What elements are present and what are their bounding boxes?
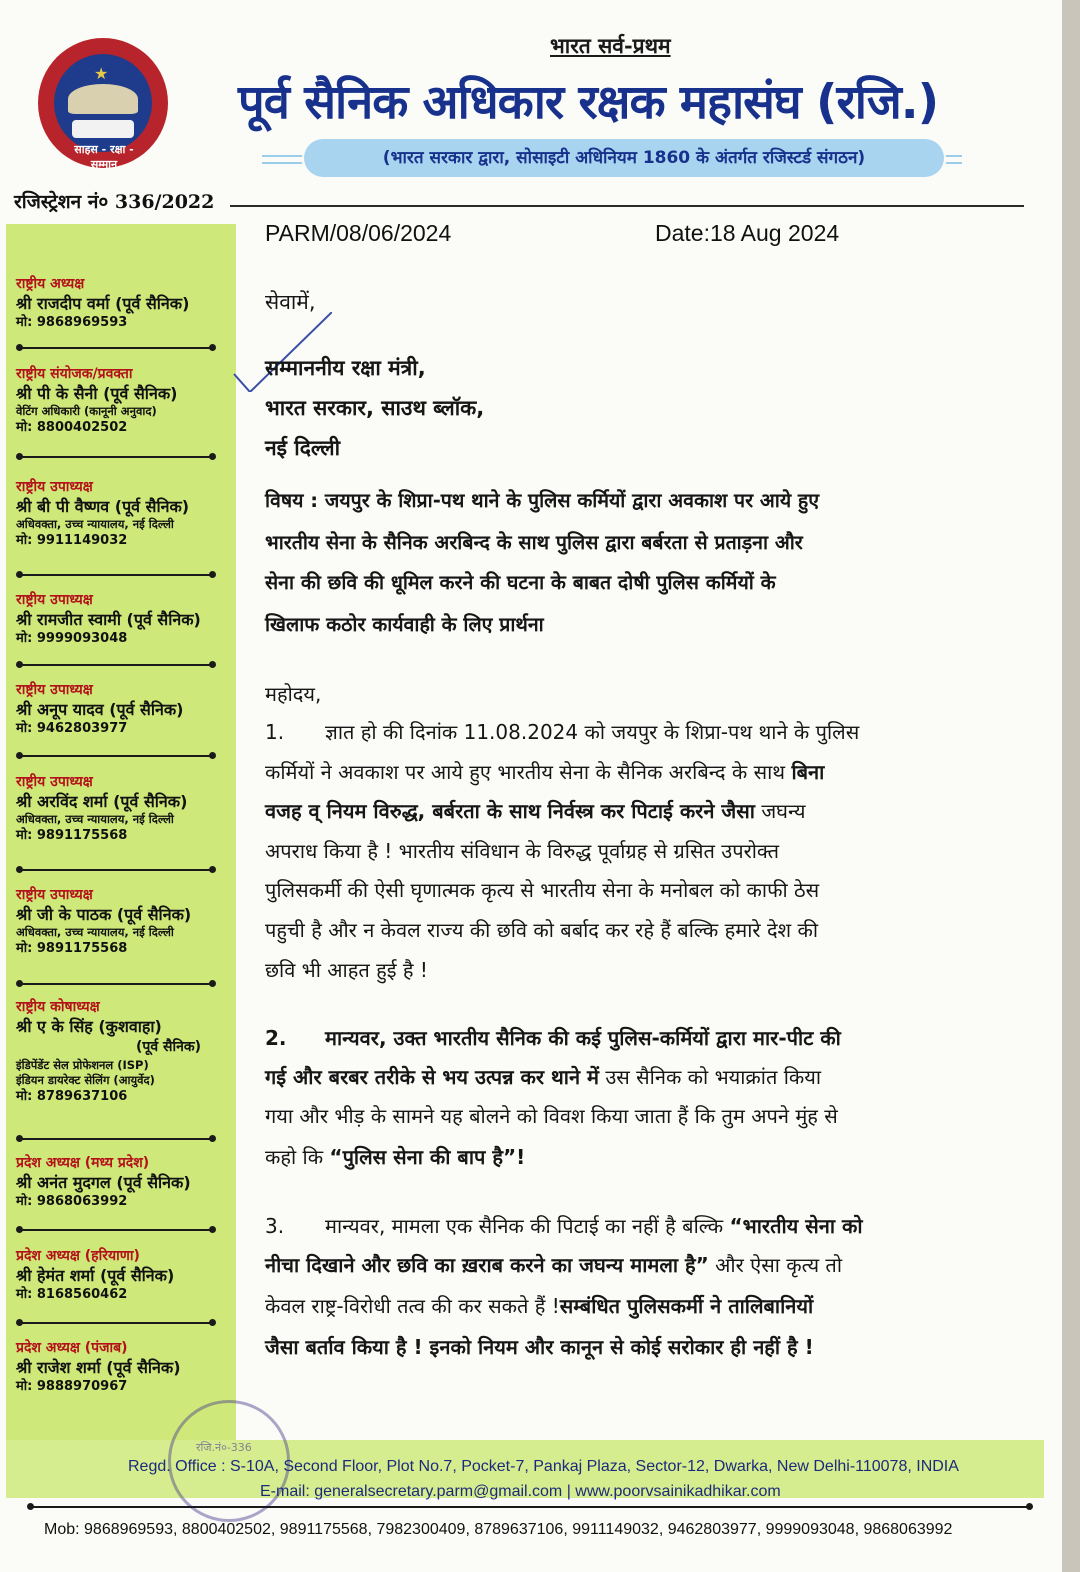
member-block <box>16 591 240 647</box>
member-block <box>16 773 240 844</box>
bold-span: “भारतीय सेना को <box>729 1214 863 1238</box>
address-line: सम्माननीय रक्षा मंत्री, <box>265 356 426 380</box>
text-span: जघन्य <box>754 799 806 823</box>
member-role: राष्ट्रीय संयोजक/प्रवक्ता <box>16 366 133 382</box>
member-block <box>16 681 240 737</box>
member-block <box>16 998 240 1105</box>
member-mobile: मो: 9891175568 <box>16 941 128 956</box>
paragraph-2-line <box>265 1143 525 1170</box>
text-span: कहो कि <box>265 1145 330 1169</box>
paragraph-2-line: गया और भीड़ के सामने यह बोलने को विवश किया जाता हैं कि तुम अपने मुंह से <box>265 1104 838 1128</box>
tagline: भारत सर्व-प्रथम <box>550 33 671 58</box>
member-block <box>16 1247 240 1303</box>
text-span: और ऐसा कृत्य तो <box>708 1253 842 1277</box>
member-name: श्री अनंत मुदगल (पूर्व सैनिक) <box>16 1173 191 1192</box>
member-role: राष्ट्रीय उपाध्यक्ष <box>16 592 93 608</box>
member-role: प्रदेश अध्यक्ष (मध्य प्रदेश) <box>16 1155 150 1171</box>
header-divider <box>230 205 1024 207</box>
bold-span: सम्बंधित पुलिसकर्मी ने तालिबानियों <box>559 1294 814 1318</box>
text-span: कर्मियों ने अवकाश पर आये हुए भारतीय सेना के सैनिक अरबिन्द के साथ <box>265 760 792 784</box>
sidebar-divider <box>18 456 214 458</box>
sidebar-divider <box>18 1322 214 1324</box>
paragraph-2-line <box>265 1063 821 1090</box>
star-icon: ★ <box>94 64 109 83</box>
bold-span: नीचा दिखाने और छवि का ख़राब करने का जघन्य मामला है” <box>265 1253 709 1277</box>
paragraph-number: 2. <box>265 1026 287 1050</box>
member-block <box>16 275 240 331</box>
member-mobile: मो: 9462803977 <box>16 721 128 736</box>
address-line: भारत सरकार, साउथ ब्लॉक, <box>265 396 485 420</box>
bold-span: वजह व् नियम विरुद्ध, बर्बरता के साथ निर्वस्त्र कर पिटाई करने जैसा <box>265 799 755 823</box>
member-role: राष्ट्रीय उपाध्यक्ष <box>16 479 93 495</box>
contact-line: E-mail: generalsecretary.parm@gmail.com | www.poorvsainikadhikar.com <box>260 1483 781 1500</box>
member-note: अधिवक्ता, उच्च न्यायालय, नई दिल्ली <box>16 517 174 531</box>
mobile-numbers: Mob: 9868969593, 8800402502, 9891175568, 7982300409, 8789637106, 9911149032, 9462803977, 9999093048, 9868063992 <box>44 1521 953 1538</box>
member-role: राष्ट्रीय कोषाध्यक्ष <box>16 999 100 1015</box>
paragraph-3-line: जैसा बर्ताव किया है ! इनको नियम और कानून से कोई सरोकार ही नहीं है ! <box>265 1335 814 1359</box>
paragraph-number: 3. <box>265 1214 285 1238</box>
member-mobile: मो: 8168560462 <box>16 1287 128 1302</box>
registered-office-address: Regd. Office : S-10A, Second Floor, Plot No.7, Pocket-7, Pankaj Plaza, Sector-12, Dwarka, New Delhi-110078, INDIA <box>128 1458 959 1475</box>
member-mobile: मो: 8800402502 <box>16 420 128 435</box>
subject-line: सेना की छवि की धूमिल करने की घटना के बाबत दोषी पुलिस कर्मियों के <box>265 571 776 594</box>
member-name: श्री राजदीप वर्मा (पूर्व सैनिक) <box>16 294 190 313</box>
sidebar-divider <box>18 574 214 576</box>
bold-span: गई और बरबर तरीके से भय उत्पन्न कर थाने में <box>265 1065 599 1089</box>
member-note: अधिवक्ता, उच्च न्यायालय, नई दिल्ली <box>16 812 174 826</box>
subject-line: खिलाफ कठोर कार्यवाही के लिए प्रार्थना <box>265 613 544 636</box>
greeting: महोदय, <box>265 682 322 706</box>
bold-span: मान्यवर, उक्त भारतीय सैनिक की कई पुलिस-कर्मियों द्वारा मार-पीट की <box>325 1026 841 1050</box>
sidebar-divider <box>18 347 214 349</box>
paragraph-1-line: पुलिसकर्मी की ऐसी घृणात्मक कृत्य से भारतीय सेना के मनोबल को काफी ठेस <box>265 878 820 902</box>
member-block <box>16 1339 240 1395</box>
member-name: श्री हेमंत शर्मा (पूर्व सैनिक) <box>16 1266 175 1285</box>
paragraph-3-line <box>265 1292 813 1319</box>
member-mobile: मो: 9999093048 <box>16 631 128 646</box>
member-mobile: मो: 9868063992 <box>16 1194 128 1209</box>
registration-note: (भारत सरकार द्वारा, सोसाइटी अधिनियम 1860 के अंतर्गत रजिस्टर्ड संगठन) <box>304 139 944 177</box>
address-line: नई दिल्ली <box>265 436 341 460</box>
bold-span: बिना <box>791 760 825 784</box>
organization-logo <box>38 38 168 171</box>
member-name: श्री अरविंद शर्मा (पूर्व सैनिक) <box>16 792 188 811</box>
footer-divider <box>30 1506 1030 1508</box>
sidebar-divider <box>18 1229 214 1231</box>
decorative-rule-right <box>946 155 962 164</box>
sidebar-divider <box>18 983 214 985</box>
member-name: श्री पी के सैनी (पूर्व सैनिक) <box>16 384 178 403</box>
subject-line: भारतीय सेना के सैनिक अरबिन्द के साथ पुलिस द्वारा बर्बरता से प्रताड़ना और <box>265 531 803 554</box>
member-name: श्री रामजीत स्वामी (पूर्व सैनिक) <box>16 610 201 629</box>
sidebar-divider <box>18 664 214 666</box>
cap-emblem-icon <box>72 120 134 138</box>
member-note: अधिवक्ता, उच्च न्यायालय, नई दिल्ली <box>16 925 174 939</box>
registration-number: रजिस्ट्रेशन नं० 336/2022 <box>14 191 215 213</box>
member-name: श्री राजेश शर्मा (पूर्व सैनिक) <box>16 1358 181 1377</box>
letter-date: Date:18 Aug 2024 <box>655 220 840 246</box>
paragraph-3-line <box>265 1212 863 1239</box>
logo-motto: साहस - रक्षा - सम्मान <box>74 143 134 171</box>
member-name: श्री ए के सिंह (कुशवाहा) <box>16 1017 162 1036</box>
member-role: राष्ट्रीय अध्यक्ष <box>16 276 85 292</box>
member-note: इंडिपेंडेंट सेल प्रोफेशनल (ISP) <box>16 1058 149 1072</box>
member-note: (पूर्व सैनिक) <box>136 1039 202 1055</box>
subject-line: विषय : जयपुर के शिप्रा-पथ थाने के पुलिस कर्मियों द्वारा अवकाश पर आये हुए <box>265 489 820 512</box>
paragraph-2-line <box>265 1024 841 1051</box>
member-role: राष्ट्रीय उपाध्यक्ष <box>16 774 93 790</box>
reference-number: PARM/08/06/2024 <box>265 220 452 246</box>
text-span: उस सैनिक को भयाक्रांत किया <box>598 1065 822 1089</box>
text-span: ज्ञात हो की दिनांक 11.08.2024 को जयपुर के शिप्रा-पथ थाने के पुलिस <box>325 720 860 744</box>
member-mobile: मो: 9868969593 <box>16 315 128 330</box>
paragraph-1-line: छवि भी आहत हुई है ! <box>265 958 428 982</box>
paragraph-1-line <box>265 758 824 785</box>
paragraph-3-line <box>265 1251 842 1278</box>
text-span: केवल राष्ट्र-विरोधी तत्व की कर सकते हैं ! <box>265 1294 560 1318</box>
paragraph-1-line <box>265 718 859 745</box>
sidebar-divider <box>18 1138 214 1140</box>
member-block <box>16 886 240 957</box>
member-role: राष्ट्रीय उपाध्यक्ष <box>16 682 93 698</box>
member-mobile: मो: 9911149032 <box>16 533 128 548</box>
member-mobile: मो: 9891175568 <box>16 828 128 843</box>
member-block <box>16 478 240 549</box>
paragraph-1-line <box>265 797 806 824</box>
text-span: मान्यवर, मामला एक सैनिक की पिटाई का नहीं है बल्कि <box>325 1214 730 1238</box>
eagle-emblem-icon <box>68 84 138 114</box>
member-role: प्रदेश अध्यक्ष (पंजाब) <box>16 1340 128 1356</box>
paragraph-1-line: अपराध किया है ! भारतीय संविधान के विरुद्ध पूर्वाग्रह से ग्रसित उपरोक्त <box>265 839 780 863</box>
bold-span: “पुलिस सेना की बाप है”! <box>329 1145 526 1169</box>
organization-name: पूर्व सैनिक अधिकार रक्षक महासंघ (रजि.) <box>238 75 939 130</box>
member-mobile: मो: 9888970967 <box>16 1379 128 1394</box>
member-block <box>16 365 240 436</box>
member-role: प्रदेश अध्यक्ष (हरियाणा) <box>16 1248 140 1264</box>
salutation: सेवामें, <box>265 290 316 314</box>
stamp-text: रजि.नं०-336 <box>196 1441 252 1454</box>
member-mobile: मो: 8789637106 <box>16 1089 128 1104</box>
member-note: वेटिंग अधिकारी (कानूनी अनुवाद) <box>16 404 157 418</box>
member-note: इंडियन डायरेक्ट सेलिंग (आयुर्वेद) <box>16 1073 155 1087</box>
background-edge <box>1062 0 1080 1572</box>
member-role: राष्ट्रीय उपाध्यक्ष <box>16 887 93 903</box>
decorative-rule-left <box>262 155 302 164</box>
member-name: श्री जी के पाठक (पूर्व सैनिक) <box>16 905 192 924</box>
paragraph-1-line: पहुची है और न केवल राज्य की छवि को बर्बाद कर रहे हैं बल्कि हमारे देश की <box>265 918 819 942</box>
member-name: श्री बी पी वैष्णव (पूर्व सैनिक) <box>16 497 190 516</box>
sidebar-divider <box>18 755 214 757</box>
sidebar-divider <box>18 869 214 871</box>
paragraph-number: 1. <box>265 720 285 744</box>
member-name: श्री अनूप यादव (पूर्व सैनिक) <box>16 700 184 719</box>
member-block <box>16 1154 240 1210</box>
